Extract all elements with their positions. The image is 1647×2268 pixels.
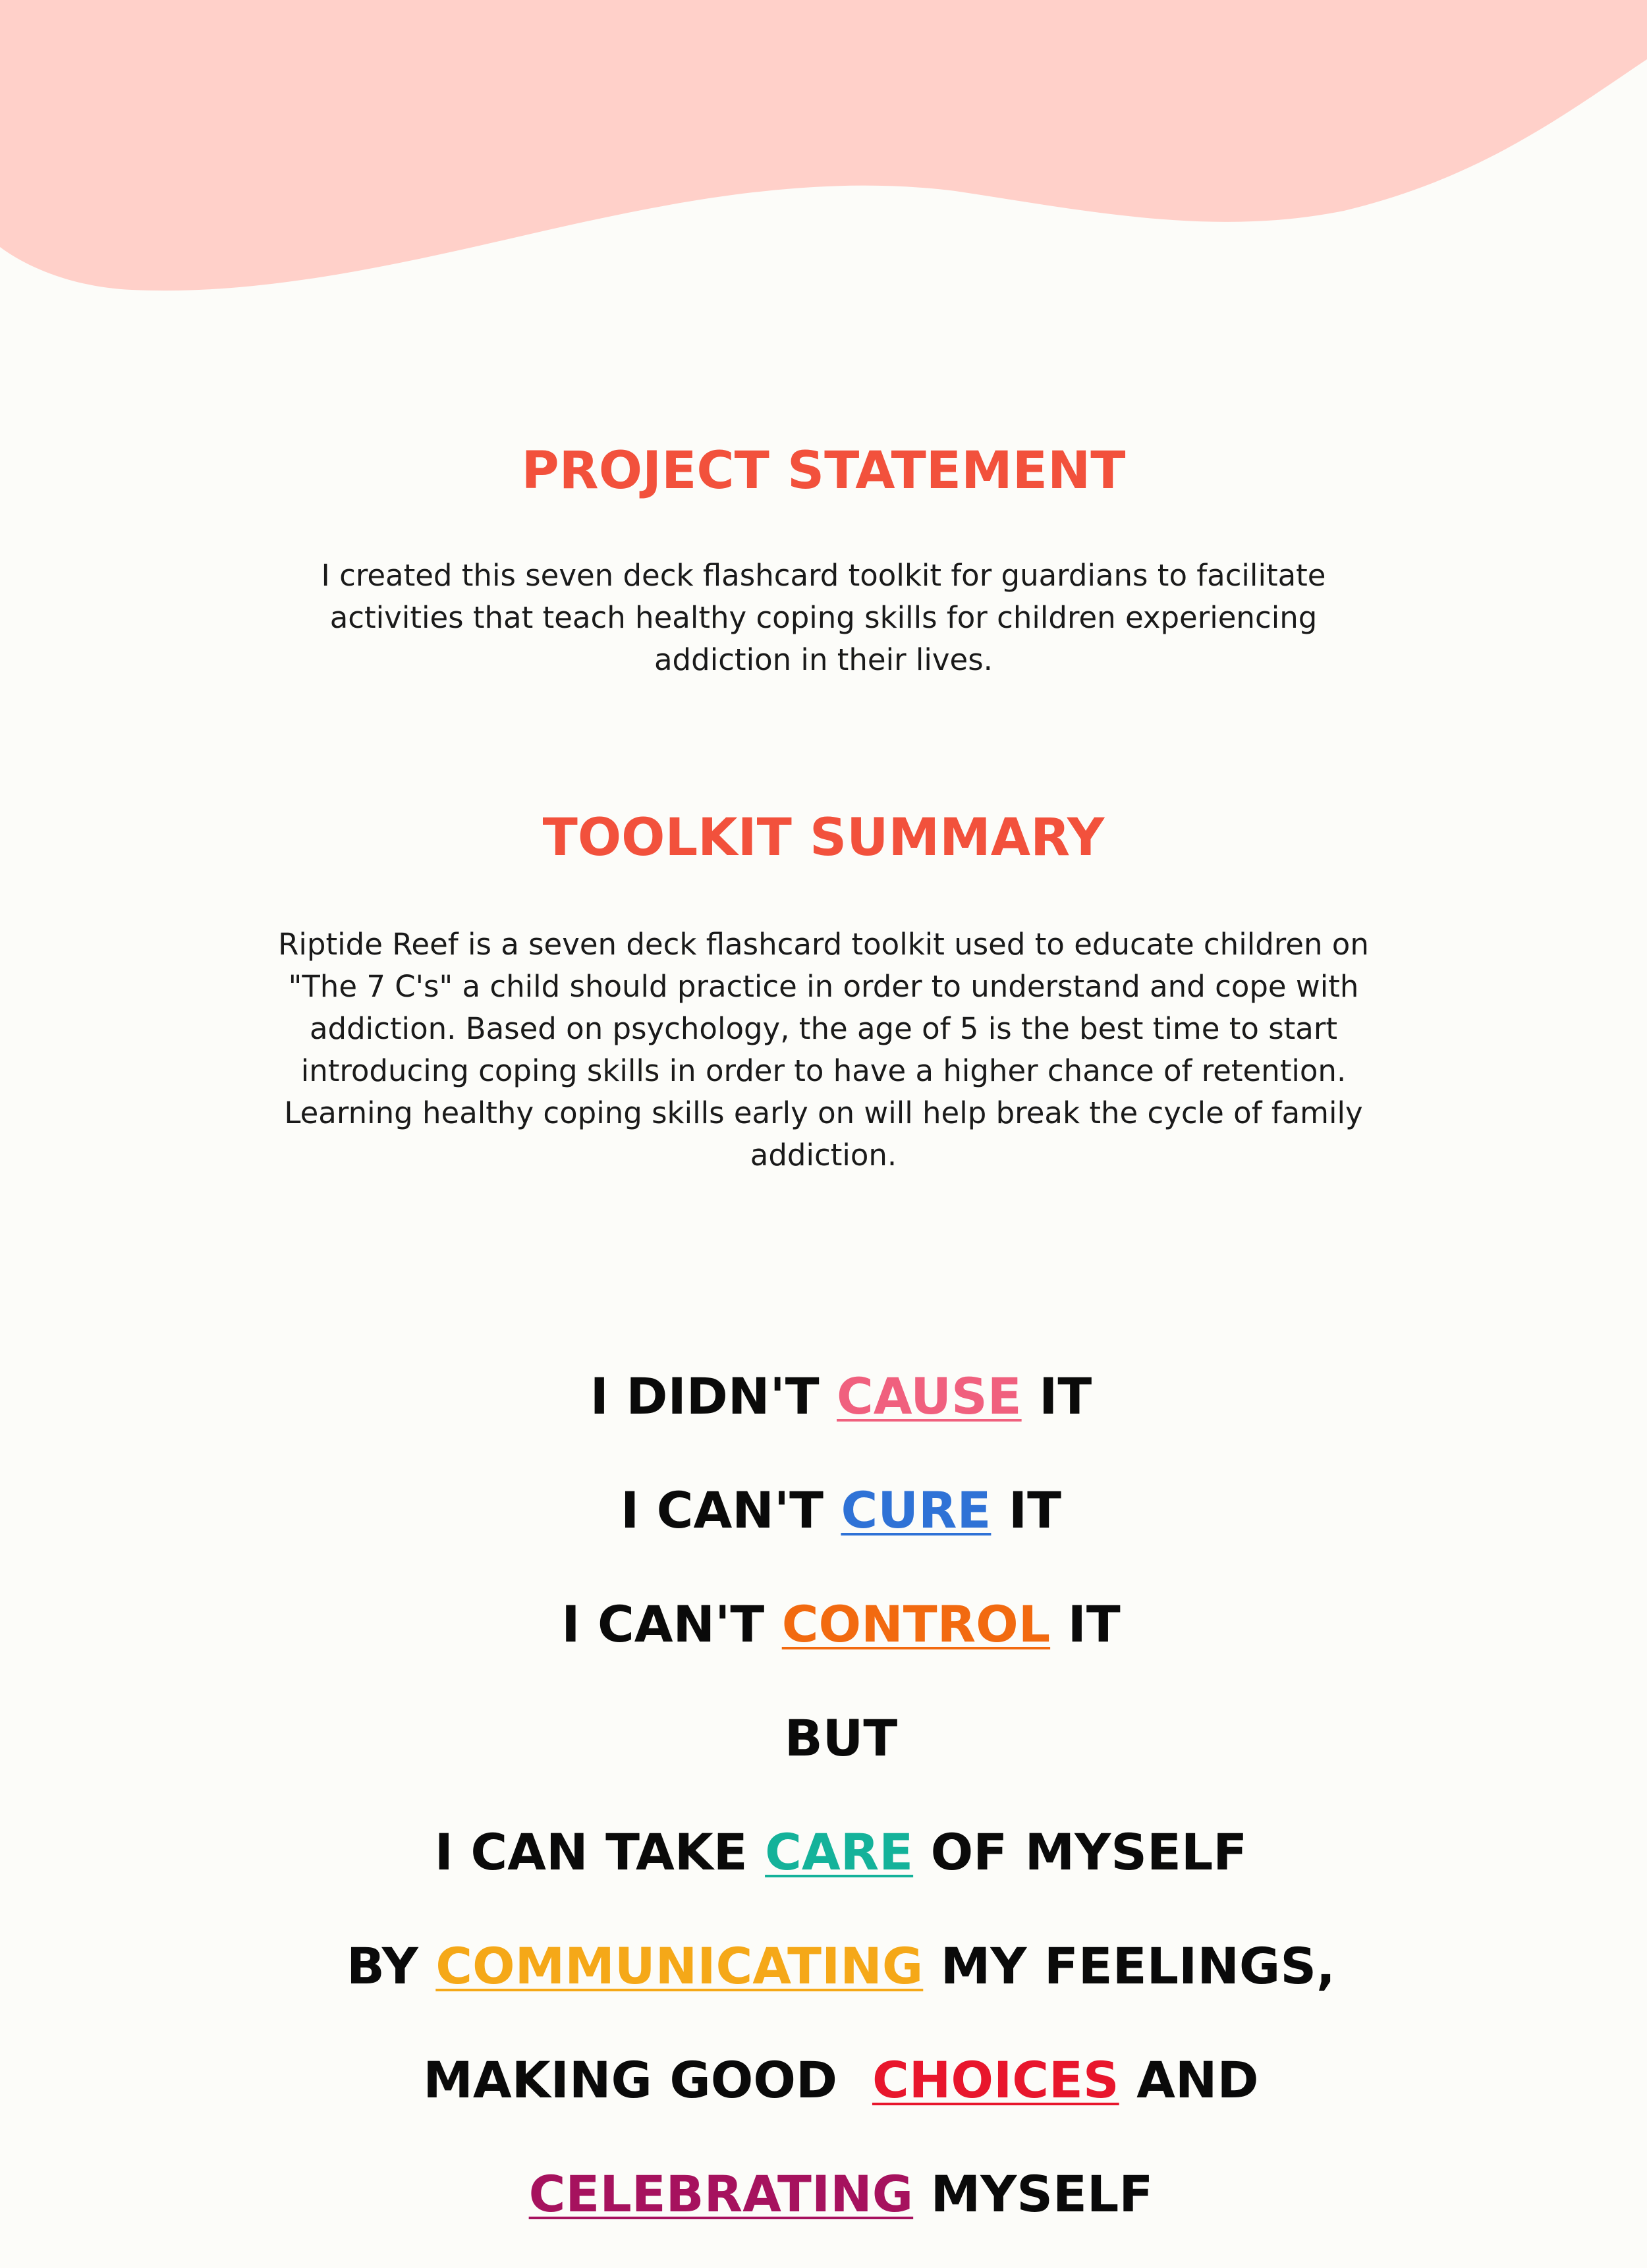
mantra-line-before: I CAN TAKE	[434, 1823, 766, 1881]
toolkit-summary-title: TOOLKIT SUMMARY	[542, 808, 1105, 868]
mantra-line	[0, 1412, 1647, 1543]
mantra-line-before: BY	[346, 1937, 436, 1995]
mantra-line-before: I CAN'T	[620, 1481, 841, 1539]
mantra-line	[0, 1298, 1647, 1429]
wave-shape	[0, 0, 1647, 290]
mantra-keyword-cure: CURE	[841, 1481, 991, 1539]
mantra-keyword-cause: CAUSE	[837, 1367, 1022, 1425]
mantra-line-before: BUT	[784, 1709, 898, 1767]
mantra-line-after: IT	[1021, 1367, 1092, 1425]
mantra-keyword-celebrating: CELEBRATING	[528, 2165, 914, 2223]
mantra-line	[0, 1640, 1647, 1771]
mantra-keyword-control: CONTROL	[781, 1595, 1051, 1653]
mantra-keyword-communicating: COMMUNICATING	[435, 1937, 924, 1995]
project-statement-body: I created this seven deck flashcard toolkit for guardians to facilitate activities that teach healthy coping skills for children experiencing addiction in their lives.	[321, 558, 1326, 677]
mantra-line	[0, 1981, 1647, 2113]
mantra-line	[0, 2095, 1647, 2227]
mantra-line-before: I CAN'T	[561, 1595, 782, 1653]
mantra-keyword-choices: CHOICES	[872, 2051, 1119, 2109]
project-statement-title: PROJECT STATEMENT	[521, 441, 1126, 501]
mantra-line	[0, 1526, 1647, 1657]
mantra-line-before: MAKING GOOD	[423, 2051, 872, 2109]
mantra-line	[0, 1867, 1647, 1999]
mantra-keyword-care: CARE	[765, 1823, 914, 1881]
mantra-line	[0, 1754, 1647, 1885]
mantra-line-after: MYSELF	[913, 2165, 1154, 2223]
mantra-line-after: OF MYSELF	[913, 1823, 1248, 1881]
toolkit-summary-body: Riptide Reef is a seven deck flashcard toolkit used to educate children on "The 7 C's" a child should practice in order to understand and cope with addiction. Based on psychology, the age of 5 is the best time to start introducing coping skills in order to have a higher chance of retention. Learning healthy coping skills early on will help break the cycle of family addiction.	[278, 927, 1369, 1173]
mantra-line-after: AND	[1119, 2051, 1259, 2109]
mantra-line-after: IT	[1050, 1595, 1121, 1653]
mantra-line-after: IT	[991, 1481, 1061, 1539]
decorative-wave	[0, 0, 1647, 303]
mantra-line-before: I DIDN'T	[590, 1367, 837, 1425]
mantra-line-after: MY FEELINGS,	[923, 1937, 1335, 1995]
